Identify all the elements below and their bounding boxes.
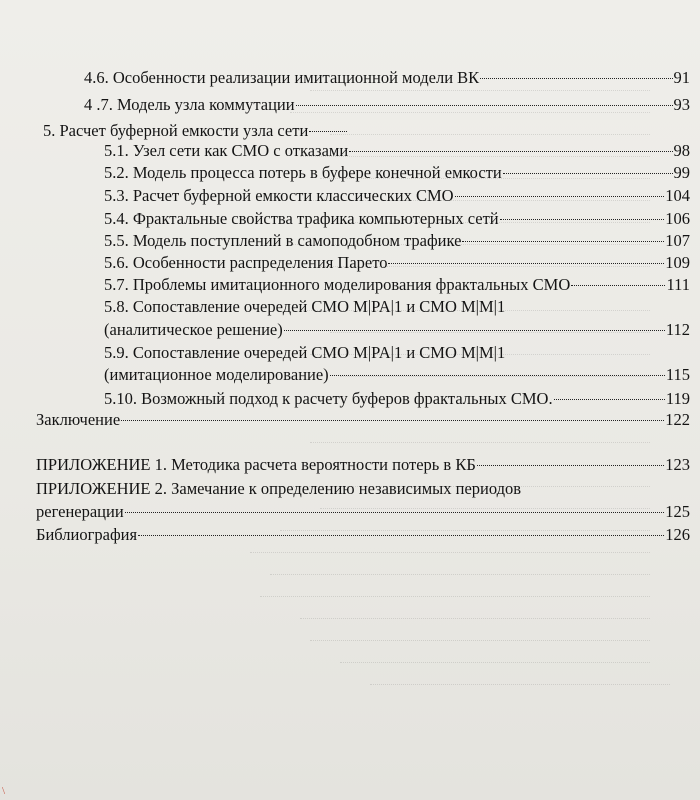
toc-entry	[104, 163, 690, 182]
toc-entry-page: 93	[673, 95, 690, 114]
toc-entry	[104, 253, 690, 272]
toc-entry-page: 99	[673, 163, 690, 182]
toc-entry	[104, 186, 690, 205]
toc-entry	[84, 95, 690, 114]
toc-entry-page: 125	[665, 502, 690, 521]
toc-entry	[104, 275, 690, 294]
toc-entry	[36, 502, 690, 521]
toc-leader-dots	[503, 173, 673, 174]
toc-leader-dots	[462, 241, 664, 242]
toc-leader-dots	[477, 465, 664, 466]
toc-entry	[36, 525, 690, 544]
toc-entry-title: Библиография	[36, 525, 138, 544]
toc-entry-page: 115	[665, 365, 690, 384]
toc-entry	[104, 209, 690, 228]
toc-entry-page: 112	[665, 320, 690, 339]
toc-entry-title: 5.10. Возможный подход к расчету буферов фрактальных СМО.	[104, 389, 553, 408]
toc-entry	[36, 455, 690, 474]
toc-entry-page: 119	[665, 389, 690, 408]
toc-entry	[36, 410, 690, 429]
toc-entry	[104, 141, 690, 160]
toc-entry-title: 4.6. Особенности реализации имитационной модели ВК	[84, 68, 480, 87]
toc-entry	[104, 231, 690, 250]
toc-entry-title: 5.8. Сопоставление очередей СМО М|PA|1 и СМО М|М|1	[104, 297, 506, 316]
toc-entry-page: 98	[673, 141, 690, 160]
toc-entry-title: ПРИЛОЖЕНИЕ 2. Замечание к определению независимых периодов	[36, 479, 522, 498]
toc-entry-title: ПРИЛОЖЕНИЕ 1. Методика расчета вероятности потерь в КБ	[36, 455, 476, 474]
toc-entry-page: 104	[665, 186, 690, 205]
toc-entry-page: 126	[665, 525, 690, 544]
toc-leader-dots	[138, 535, 664, 536]
toc-entry-title: 4 .7. Модель узла коммутации	[84, 95, 295, 114]
toc-leader-dots	[571, 285, 665, 286]
toc-leader-dots	[284, 330, 665, 331]
toc-leader-dots	[500, 219, 665, 220]
toc-leader-dots	[480, 78, 672, 79]
toc-entry	[104, 320, 690, 339]
toc-leader-dots	[455, 196, 665, 197]
toc-entry-page: 122	[665, 410, 690, 429]
toc-entry-title: 5.7. Проблемы имитационного моделирования фрактальных СМО	[104, 275, 571, 294]
toc-leader-dots	[121, 420, 664, 421]
toc-entry-title: 5.9. Сопоставление очередей СМО М|PA|1 и СМО М|М|1	[104, 343, 506, 362]
toc-entry-title: 5.5. Модель поступлений в самоподобном трафике	[104, 231, 462, 250]
toc-entry-page: 123	[665, 455, 690, 474]
toc-entry	[104, 389, 690, 408]
toc-leader-dots	[296, 105, 673, 106]
toc-leader-dots	[330, 375, 665, 376]
toc-entry-page: 106	[665, 209, 690, 228]
toc-entry-title-continuation: регенерации	[36, 502, 124, 521]
corner-mark: \	[2, 785, 6, 797]
toc-entry-title: 5.3. Расчет буферной емкости классических СМО	[104, 186, 454, 205]
toc-leader-dots	[349, 151, 672, 152]
toc-entry-page: 91	[673, 68, 690, 87]
toc-entry-title-continuation: (аналитическое решение)	[104, 320, 283, 339]
toc-entry-title: 5.2. Модель процесса потерь в буфере конечной емкости	[104, 163, 502, 182]
toc-entry-title: Заключение	[36, 410, 121, 429]
toc-entry	[104, 365, 690, 384]
toc-entry-page: 111	[666, 275, 690, 294]
toc-entry-page: 109	[665, 253, 690, 272]
toc-entry-title: 5.6. Особенности распределения Парето	[104, 253, 388, 272]
toc-entry-page: 107	[665, 231, 690, 250]
toc-chapter-entry	[43, 121, 348, 140]
toc-entry-title: 5. Расчет буферной емкости узла сети	[43, 121, 309, 140]
toc-entry	[84, 68, 690, 87]
toc-entry-title-continuation: (имитационное моделирование)	[104, 365, 329, 384]
toc-entry-title: 5.1. Узел сети как СМО с отказами	[104, 141, 349, 160]
toc-leader-dots	[388, 263, 664, 264]
toc-leader-dots	[125, 512, 665, 513]
toc-leader-dots	[309, 131, 347, 132]
toc-entry-title: 5.4. Фрактальные свойства трафика компьютерных сетй	[104, 209, 499, 228]
toc-leader-dots	[554, 399, 665, 400]
